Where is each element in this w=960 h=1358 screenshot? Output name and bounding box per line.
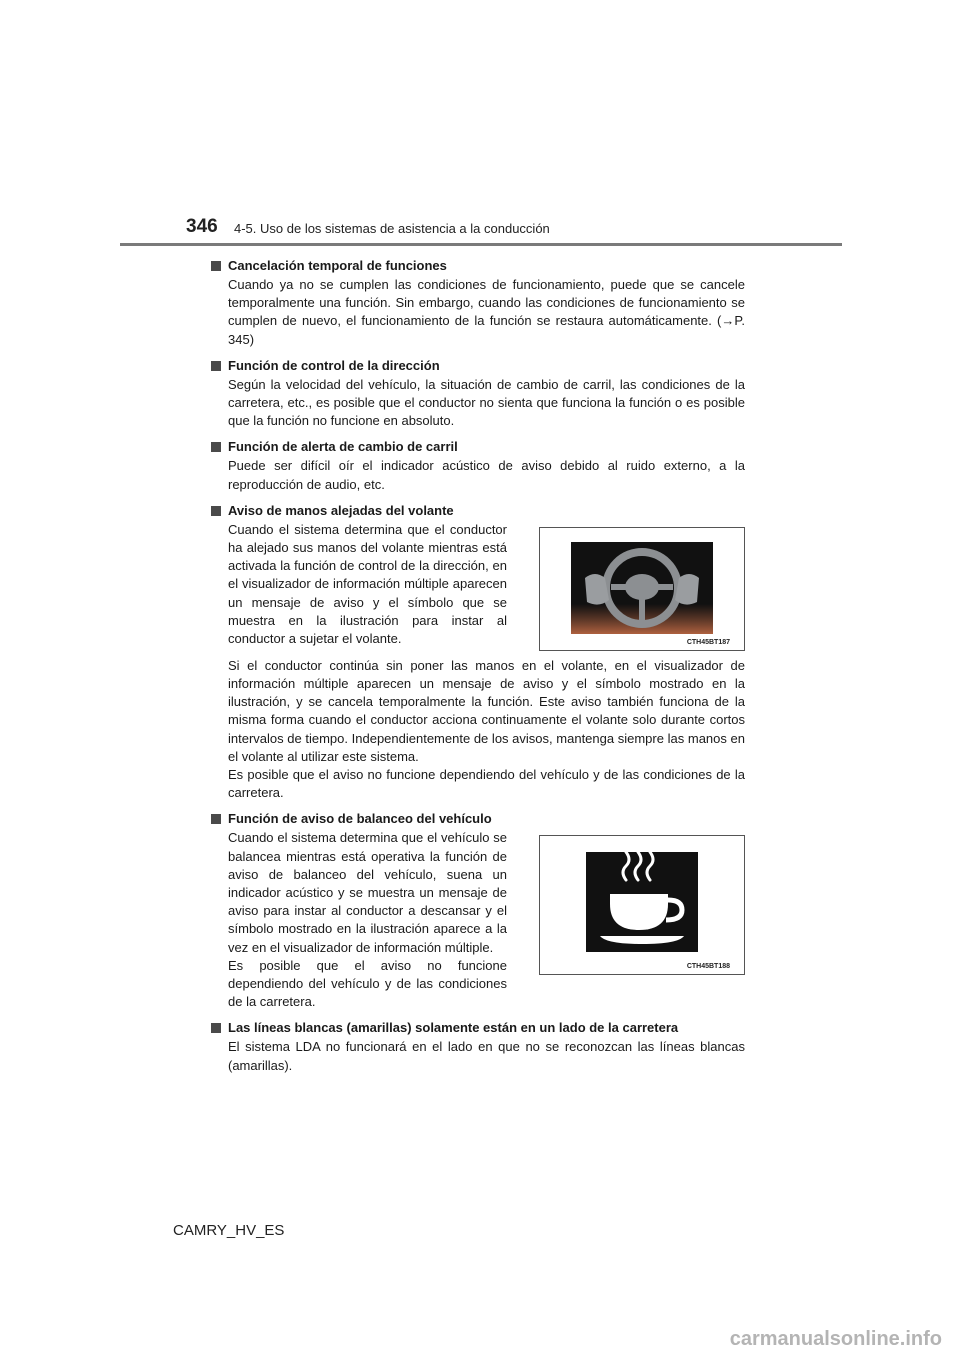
square-bullet-icon	[211, 814, 221, 824]
figure-sway	[539, 835, 745, 975]
section-body: El sistema LDA no funcionará en el lado en que no se reconozcan las líneas blancas (amarillas).	[228, 1039, 745, 1073]
figure-caption: CTH45BT187	[686, 638, 730, 646]
figure-caption: CTH45BT188	[686, 963, 730, 971]
section-body-continued: Si el conductor continúa sin poner las manos en el volante, en el visualizador de información múltiple aparecen un mensaje de aviso y el símbolo mostrado en la ilustración, y se cancela temporalmente la función. Este aviso también funciona de la misma forma cuando el conductor acciona continuamente el volante solo durante cortos intervalos de tiempo. Independientemente de los avisos, mantenga siempre las manos en el volante al utilizar este sistema.	[228, 657, 745, 764]
section-heading: Aviso de manos alejadas del volante	[211, 501, 745, 521]
section-heading: Función de alerta de cambio de carril	[211, 437, 745, 457]
section-heading: Las líneas blancas (amarillas) solamente están en un lado de la carretera	[211, 1018, 745, 1038]
section-heading: Función de control de la dirección	[211, 356, 745, 376]
section-single-side-lines	[211, 1018, 745, 1074]
figure-display	[586, 852, 698, 952]
section-body: Cuando ya no se cumplen las condiciones de funcionamiento, puede que se cancele temporalmente una función. Sin embargo, cuando las condiciones de funcionamiento se cumplen de nuevo, el funcionamiento de la función se restaura automáticamente. (→P. 345)	[228, 277, 745, 347]
page-content	[211, 256, 745, 1082]
figure-hands-off	[539, 527, 745, 651]
sway-split	[211, 829, 745, 1011]
chapter-title: 4-5. Uso de los sistemas de asistencia a la conducción	[234, 221, 550, 236]
section-heading: Función de aviso de balanceo del vehículo	[211, 809, 745, 829]
watermark-link[interactable]: carmanualsonline.info	[729, 1328, 942, 1350]
square-bullet-icon	[211, 506, 221, 516]
square-bullet-icon	[211, 361, 221, 371]
square-bullet-icon	[211, 442, 221, 452]
section-body-note: Es posible que el aviso no funcione dependiendo del vehículo y de las condiciones de la carretera.	[228, 957, 507, 1010]
sway-text	[228, 829, 507, 1011]
section-body: Puede ser difícil oír el indicador acústico de aviso debido al ruido externo, a la reproducción de audio, etc.	[228, 458, 745, 492]
section-sway-warning	[211, 809, 745, 1011]
hands-off-steering-wheel-icon	[571, 542, 713, 634]
section-hands-off-warning	[211, 501, 745, 803]
footer-model: CAMRY_HV_ES	[173, 1222, 285, 1239]
section-lane-departure-alert	[211, 437, 745, 493]
coffee-cup-icon	[586, 852, 698, 952]
square-bullet-icon	[211, 261, 221, 271]
section-body: Cuando el sistema determina que el vehículo se balancea mientras está operativa la función de aviso de balanceo del vehículo, suena un indicador acústico y se muestra un mensaje de aviso para instar al conductor a descansar y el símbolo mostrado en la ilustración aparece a la vez en el visualizador de información múltiple.	[228, 830, 507, 955]
section-temporary-cancel	[211, 256, 745, 349]
section-body: Cuando el sistema determina que el conductor ha alejado sus manos del volante mientras está activada la función de control de la dirección, en el visualizador de información múltiple aparecen un mensaje de aviso y el símbolo que se muestra en la ilustración para instar al conductor a sujetar el volante.	[228, 521, 507, 647]
section-body-note: Es posible que el aviso no funcione dependiendo del vehículo y de las condiciones de la carretera.	[228, 767, 745, 801]
hands-off-split	[211, 521, 745, 651]
section-heading: Cancelación temporal de funciones	[211, 256, 745, 276]
header-rule	[120, 243, 842, 246]
section-steering-control	[211, 356, 745, 431]
figure-display	[571, 542, 713, 634]
section-body: Según la velocidad del vehículo, la situación de cambio de carril, las condiciones de la carretera, etc., es posible que el conductor no sienta que funciona la función o es posible que la función no funcione en absoluto.	[228, 376, 745, 429]
page-header	[0, 0, 960, 250]
page-number: 346	[186, 216, 218, 237]
square-bullet-icon	[211, 1023, 221, 1033]
